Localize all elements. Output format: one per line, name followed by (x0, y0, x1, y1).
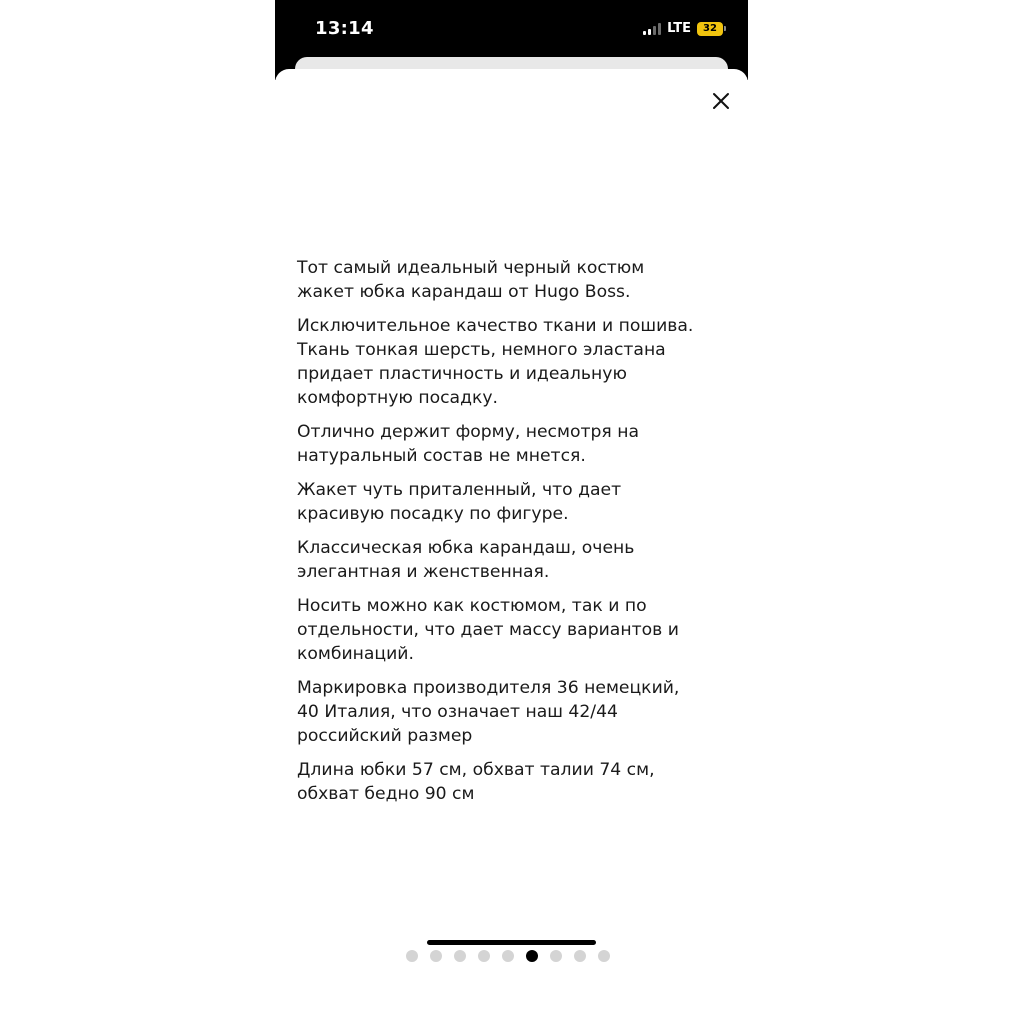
home-indicator[interactable] (427, 940, 596, 945)
page-dot[interactable] (454, 950, 466, 962)
description-paragraph: Жакет чуть приталенный, что дает красивую посадку по фигуре. (297, 480, 622, 524)
description-sheet (275, 69, 748, 1024)
page-dot[interactable] (574, 950, 586, 962)
description-text (297, 256, 737, 816)
battery-icon (697, 22, 726, 36)
description-paragraph: Носить можно как костюмом, так и по отдельности, что дает массу вариантов и комбинаций. (297, 596, 679, 664)
page-dot[interactable] (478, 950, 490, 962)
description-paragraph: Длина юбки 57 см, обхват талии 74 см, обхват бедно 90 см (297, 760, 655, 804)
battery-level: 32 (697, 22, 723, 36)
close-icon (703, 83, 739, 119)
page-dot[interactable] (598, 950, 610, 962)
page-indicator[interactable] (406, 950, 610, 962)
description-paragraph: Отлично держит форму, несмотря на натуральный состав не мнется. (297, 422, 639, 466)
cellular-signal-icon (643, 23, 661, 35)
description-paragraph: Исключительное качество ткани и пошива. Ткань тонкая шерсть, немного эластана придает пластичность и идеальную комфортную посадку. (297, 316, 694, 408)
close-button[interactable] (703, 83, 739, 119)
status-time: 13:14 (315, 18, 374, 39)
network-type: LTE (667, 21, 691, 36)
description-paragraph: Маркировка производителя 36 немецкий, 40 Италия, что означает наш 42/44 российский размер (297, 678, 680, 746)
phone-screen (275, 0, 748, 1024)
battery-tip (724, 26, 726, 31)
status-indicators (643, 21, 726, 36)
description-paragraph: Тот самый идеальный черный костюм жакет юбка карандаш от Hugo Boss. (297, 258, 645, 302)
description-paragraph: Классическая юбка карандаш, очень элегантная и женственная. (297, 538, 635, 582)
page-dot[interactable] (430, 950, 442, 962)
page-dot-active[interactable] (526, 950, 538, 962)
page-dot[interactable] (550, 950, 562, 962)
page-dot[interactable] (502, 950, 514, 962)
page-dot[interactable] (406, 950, 418, 962)
